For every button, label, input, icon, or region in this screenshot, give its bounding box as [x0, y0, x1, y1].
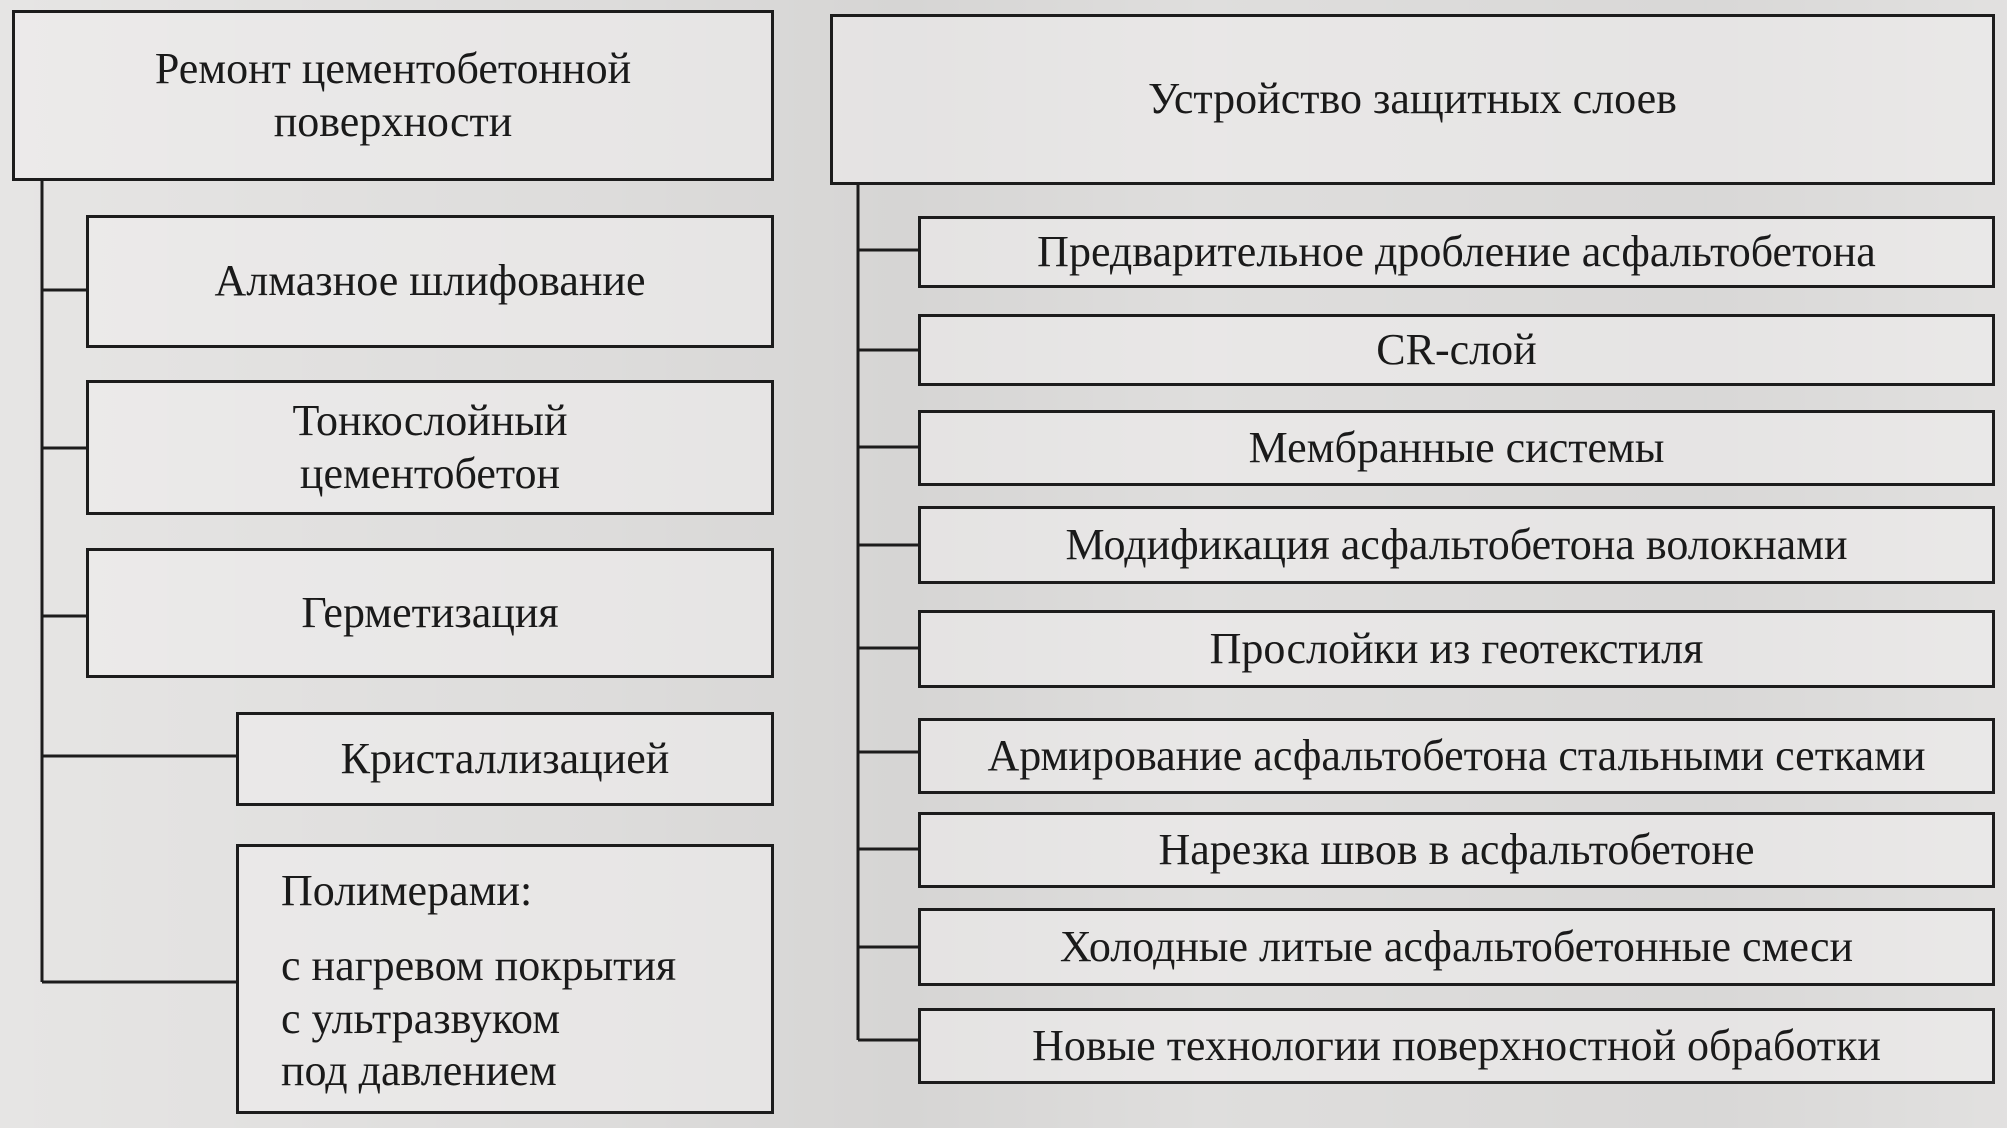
- right-item-label: Холодные литые асфальтобетонные смеси: [1059, 921, 1854, 971]
- left-title-line-2: поверхности: [273, 96, 513, 146]
- left-title-line-1: Ремонт цементобетонной: [154, 43, 632, 93]
- left-item-label: Алмазное шлифование: [214, 256, 646, 306]
- right-item-label: CR-слой: [1376, 324, 1537, 374]
- left-sub-item-polymers: [236, 844, 774, 1114]
- polymers-option: с ультразвуком: [281, 993, 561, 1043]
- right-item-cr-layer: [918, 314, 1995, 386]
- left-item-label-line-1: Тонкослойный: [292, 395, 568, 445]
- left-title-box: [12, 10, 774, 181]
- polymers-option: с нагревом покрытия: [281, 940, 677, 990]
- left-sub-item-label: Кристаллизацией: [340, 733, 670, 783]
- right-item-label: Предварительное дробление асфальтобетона: [1037, 226, 1876, 276]
- left-item-thin-concrete: [86, 380, 774, 515]
- left-item-label: Герметизация: [301, 587, 559, 637]
- right-item-label: Модификация асфальтобетона волокнами: [1065, 519, 1848, 569]
- right-item-label: Мембранные системы: [1248, 422, 1665, 472]
- right-item-preliminary-crushing: [918, 216, 1995, 288]
- right-item-surface-treatment-technologies: [918, 1008, 1995, 1084]
- polymers-heading: Полимерами:: [281, 866, 533, 915]
- left-item-label-line-2: цементобетон: [299, 448, 561, 498]
- right-item-label: Прослойки из геотекстиля: [1209, 623, 1704, 673]
- right-item-label: Новые технологии поверхностной обработки: [1032, 1020, 1881, 1070]
- right-item-membrane-systems: [918, 410, 1995, 486]
- right-item-label: Нарезка швов в асфальтобетоне: [1158, 824, 1755, 874]
- polymers-option: под давлением: [281, 1046, 557, 1096]
- right-item-cold-cast-mixtures: [918, 908, 1995, 986]
- left-item-diamond-grinding: [86, 215, 774, 348]
- right-title-box: [830, 14, 1995, 185]
- right-item-steel-mesh-reinforcement: [918, 718, 1995, 794]
- right-item-fiber-modification: [918, 506, 1995, 584]
- left-sub-item-crystallization: [236, 712, 774, 806]
- left-item-sealing: [86, 548, 774, 678]
- right-item-label: Армирование асфальтобетона стальными сетками: [987, 730, 1926, 780]
- right-item-geotextile-interlayers: [918, 610, 1995, 688]
- right-item-joint-cutting: [918, 812, 1995, 888]
- right-title-label: Устройство защитных слоев: [1148, 74, 1677, 124]
